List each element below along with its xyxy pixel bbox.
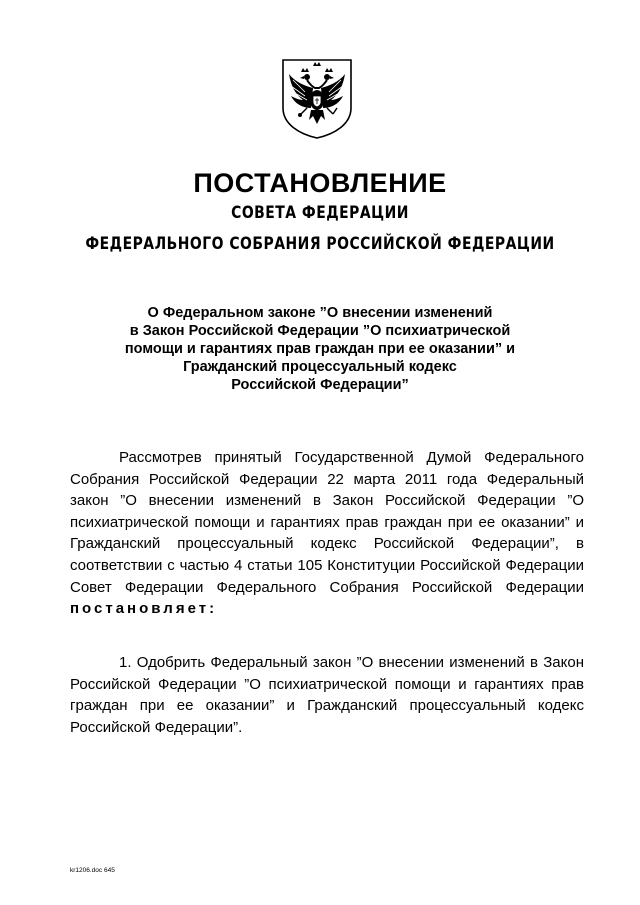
heading-line: Российской Федерации” (231, 377, 409, 393)
point-1-paragraph: 1. Одобрить Федеральный закон ”О внесении изменений в Закон Российской Федерации ”О психиатрической помощи и гарантиях прав граждан при ее оказании” и Гражданский процессуальный кодекс Российской Федерации”. (70, 654, 584, 736)
russian-coat-of-arms-icon (279, 56, 355, 140)
preamble-paragraph (70, 447, 584, 620)
decree-word: постановляет: (70, 600, 218, 618)
heading-line: Гражданский процессуальный кодекс (183, 359, 457, 375)
heading-line: в Закон Российской Федерации ”О психиатрической (129, 323, 511, 339)
file-reference: kr1206.doc 645 (70, 867, 115, 874)
issuer-line-2: ФЕДЕРАЛЬНОГО СОБРАНИЯ РОССИЙСКОЙ ФЕДЕРАЦИИ (85, 234, 555, 254)
point-1-block (70, 652, 584, 738)
document-heading (90, 304, 550, 394)
preamble-paragraph-block (70, 447, 584, 620)
heading-line: О Федеральном законе ”О внесении изменений (147, 305, 493, 321)
heading-line: помощи и гарантиях прав граждан при ее оказании” и (124, 341, 516, 357)
preamble-text: Рассмотрев принятый Государственной Думой Федерального Собрания Российской Федерации 22 марта 2011 года Федеральный закон ”О внесении изменений в Закон Российской Федерации ”О психиатрической помощи и гарантиях прав граждан при ее оказании” и Гражданский процессуальный кодекс Российской Федерации”, в соответствии с частью 4 статьи 105 Конституции Российской Федерации Совет Федерации Федерального Собрания Российской Федерации (70, 449, 584, 596)
issuer-line-1: СОВЕТА ФЕДЕРАЦИИ (231, 203, 409, 223)
document-type-title: ПОСТАНОВЛЕНИЕ (193, 168, 447, 198)
